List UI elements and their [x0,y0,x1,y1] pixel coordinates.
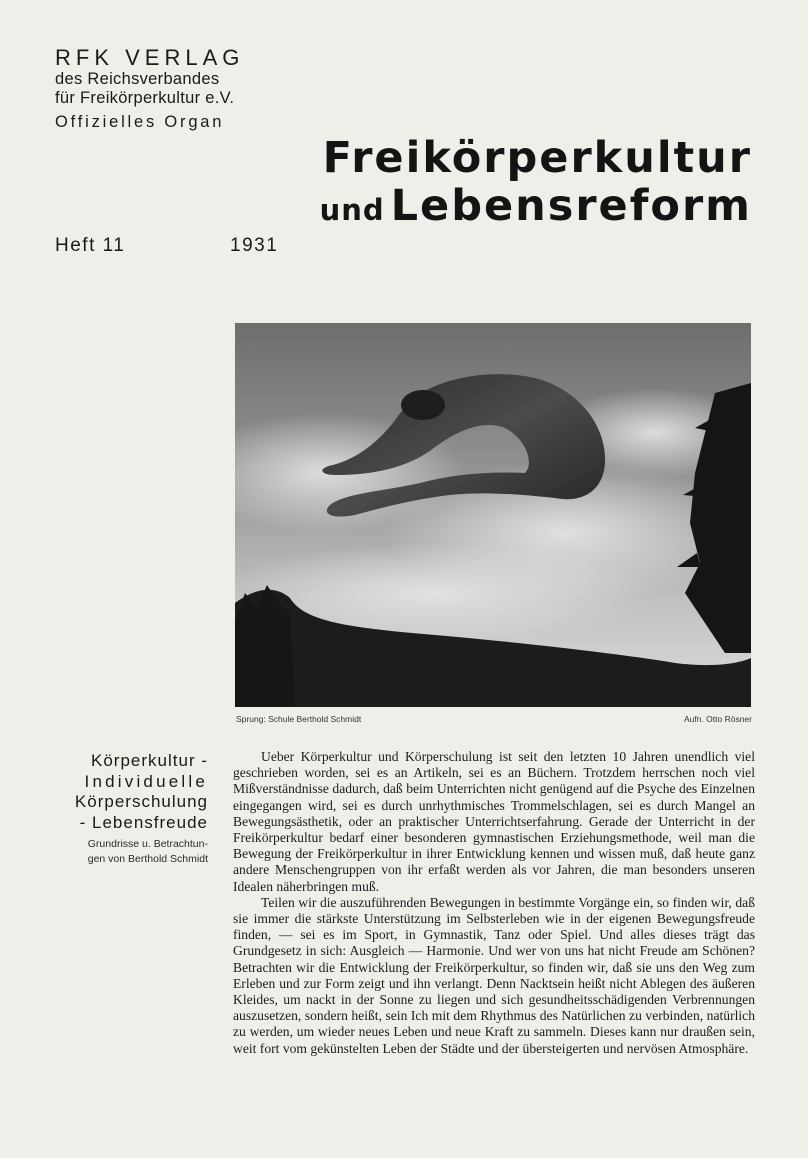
masthead-und: und [319,193,385,227]
article-byline-line: gen von Berthold Schmidt [87,853,208,865]
photo-caption-left: Sprung: Schule Berthold Schmidt [236,714,362,724]
article-paragraph: Ueber Körperkultur und Körperschulung ist seit den letzten 10 Jahren unendlich viel geschrieben worden, sei es an Artikeln, sei es an Büchern. Trotzdem herrschen noch viel Mißverständnisse dadurch, daß beim Unterrichten nicht genügend auf die Psyche des Einzelnen eingegangen wird, sei es durch unrhythmisches Trommelschlagen, sei es durch Mangel an Bewegungsästhetik, oder an praktischer Unterrichtserfahrung. Gerade der Unterricht in der Freikörperkultur bedarf einer besonderen gymnastischen Erziehungsmethode, weil man die Bewegung der Freikörperkultur in ihrer Entwicklung kennen und wissen muß, daß heute ganz andere Menschengruppen von ihr erfaßt werden als vor Jahren, die man besonders unseren Idealen näherbringen muß. [233,749,755,894]
article-byline-line: Grundrisse u. Betrachtun- [87,838,208,850]
publisher-name: RFK VERLAG [55,45,245,70]
article-heading-line: Individuelle [84,771,208,791]
article-heading-line: - Lebensfreude [79,812,208,832]
article-heading-line: Körperschulung [74,792,208,811]
publisher-block [55,46,295,133]
masthead [320,134,752,239]
article-paragraph: Teilen wir die auszuführenden Bewegungen in bestimmte Vorgänge ein, so finden wir, daß sie immer die stärkste Unterstützung im Selbsterleben wie in der eigenen Bewegungsfreude finden, — sei es im Sport, in Gymnastik, Tanz oder Spiel. Und alles dieses trägt das Grundgesetz in sich: Ausgleich — Harmonie. Und wer von uns hat nicht Freude am Schönen? Betrachten wir die Entwicklung der Freikörperkultur, so finden wir, daß sie uns den Weg zum Erleben und zur Form zeigt und ihn verlangt. Denn Nacktsein heißt nicht Ablegen des äußeren Kleides, um nackt in der Sonne zu liegen und sich gesundheitsschädigenden Verbrennungen auszusetzen, sondern heißt, sein Ich mit dem Rhythmus des Natürlichen zu verbinden, natürlich zu werden, um wieder neues Leben und neue Kraft zu sammeln. Dieses kann nur draußen sein, weit fort vom gekünstelten Leben der Städte und der übersteigerten und nervösen Atmosphäre. [233,894,755,1056]
jumping-figure-photo [235,323,751,707]
photo-illustration [235,323,751,707]
publisher-line-3: für Freikörperkultur e.V. [55,89,235,107]
article-body [233,749,755,1057]
photo-caption-right: Aufn. Otto Rösner [683,714,752,724]
article-heading-line: Körperkultur - [91,751,208,770]
masthead-title-line-2 [320,182,752,239]
masthead-title-line-1: Freikörperkultur [322,133,752,183]
issue-year: 1931 [230,235,279,256]
masthead-lebensreform: Lebensreform [390,181,752,231]
official-organ-label: Offizielles Organ [55,113,225,131]
article-byline [42,837,208,867]
article-heading-block [42,751,208,867]
issue-number: Heft 11 [55,235,126,256]
publisher-line-2: des Reichsverbandes [55,70,220,88]
